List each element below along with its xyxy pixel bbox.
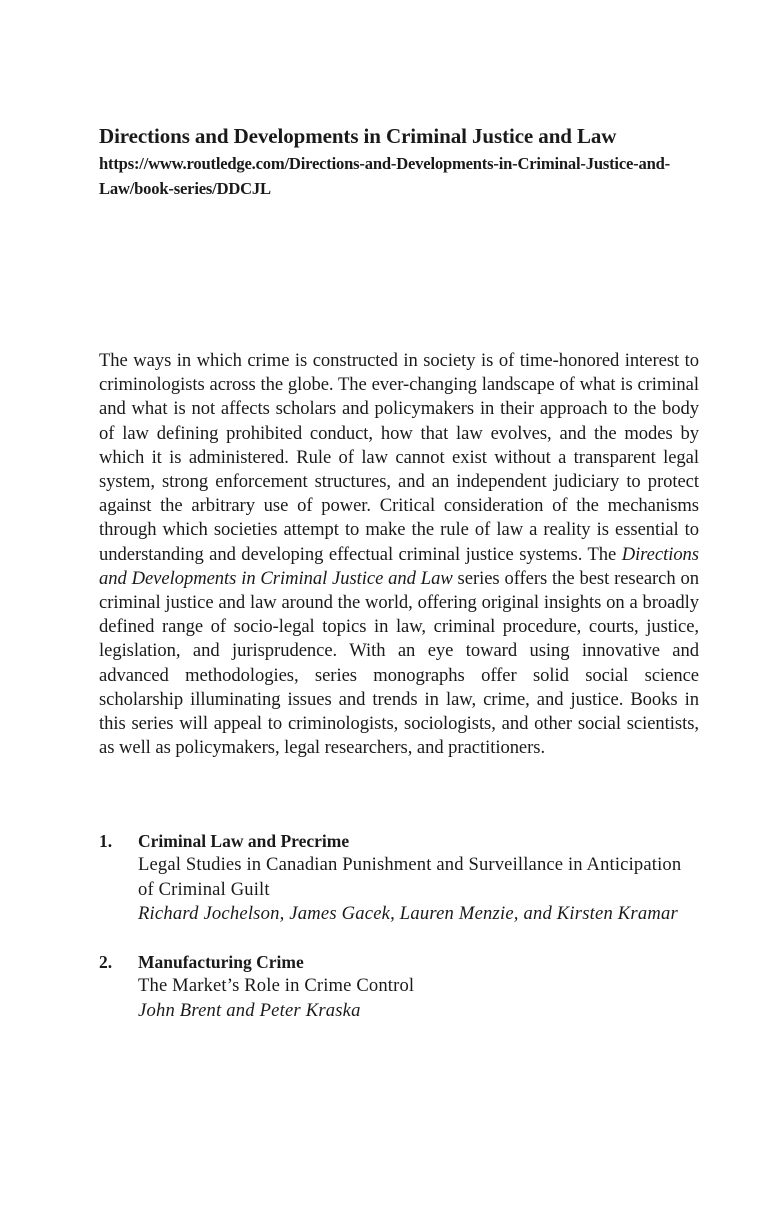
book-subtitle: Legal Studies in Canadian Punishment and Surveillance in Anticipation of Criminal Guilt — [138, 854, 682, 900]
description-text-part-2: series offers the best research on criminal justice and law around the world, offering original insights on a broadly defined range of socio-legal topics in law, criminal procedure, courts, justice, legislation, and jurisprudence. With an eye toward using innovative and advanced methodologies, series monographs offer solid social science scholarship illuminating issues and trends in law, crime, and justice. Books in this series will appeal to criminologists, sociologists, and other social scientists, as well as policymakers, legal researchers, and practitioners. — [99, 567, 699, 759]
description-series-name: Directions and Developments in Criminal Justice and Law — [99, 543, 699, 589]
book-authors: Richard Jochelson, James Gacek, Lauren Menzie, and Kirsten Kramar — [138, 902, 678, 924]
book-item — [99, 829, 699, 926]
book-list — [99, 829, 699, 1047]
book-number: 1. — [99, 831, 113, 851]
book-item — [99, 950, 699, 1023]
series-title: Directions and Developments in Criminal Justice and Law — [99, 124, 617, 148]
series-description — [99, 349, 699, 760]
series-page — [99, 0, 699, 1225]
book-title: Criminal Law and Precrime — [138, 831, 350, 851]
book-authors: John Brent and Peter Kraska — [138, 999, 361, 1021]
book-title: Manufacturing Crime — [138, 952, 304, 973]
book-subtitle: The Market’s Role in Crime Control — [138, 975, 415, 997]
book-number: 2. — [99, 952, 113, 973]
description-text-part-1: The ways in which crime is constructed in society is of time-honored interest to criminologists across the globe. The ever-changing landscape of what is criminal and what is not affects scholars and policymakers in their approach to the body of law defining prohibited conduct, how that law evolves, and the modes by which it is administered. Rule of law cannot exist without a transparent legal system, strong enforcement structures, and an independent judiciary to protect against the arbitrary use of power. Critical consideration of the mechanisms through which societies attempt to make the rule of law a reality is essential to understanding and developing effectual criminal justice systems. The — [99, 350, 699, 565]
series-url: https://www.routledge.com/Directions-and-Developments-in-Criminal-Justice-and-Law/book-series/DDCJL — [99, 154, 670, 198]
